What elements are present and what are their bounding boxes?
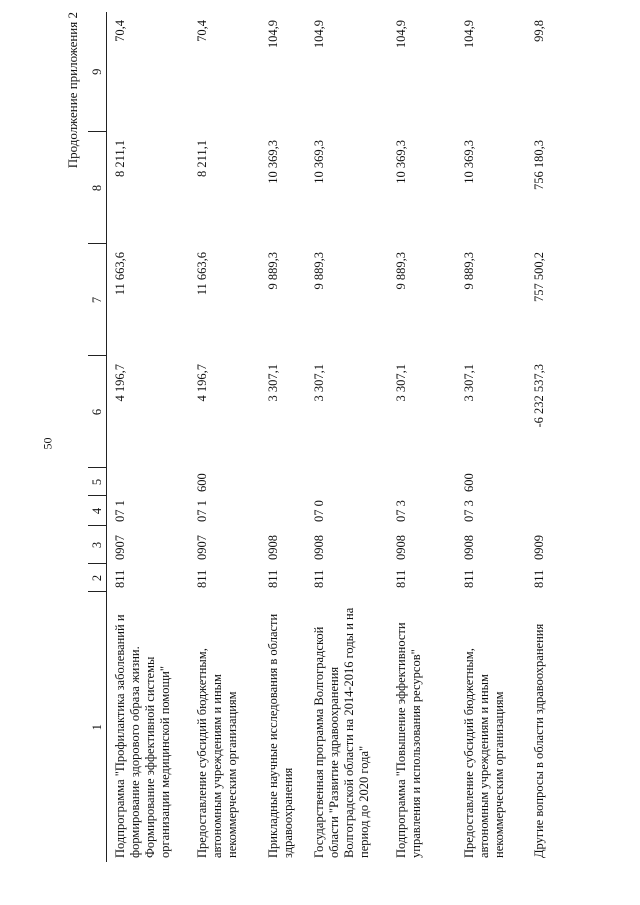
row-name: Другие вопросы в области здравоохранения xyxy=(531,623,546,858)
cell-col8: 8 211,1 xyxy=(194,140,209,178)
cell-col7: 11 663,6 xyxy=(113,252,127,296)
cell-expense-type xyxy=(260,468,306,496)
cell-section: 0907 xyxy=(194,535,209,560)
cell-program: 07 1 xyxy=(113,500,127,522)
cell-col7: 9 889,3 xyxy=(461,252,476,290)
cell-col7: 11 663,6 xyxy=(194,252,209,296)
cell-col8: 10 369,3 xyxy=(265,140,280,184)
cell-section: 0908 xyxy=(461,535,476,560)
cell-expense-type xyxy=(306,468,388,496)
cell-ministry: 811 xyxy=(311,569,326,588)
cell-section: 0907 xyxy=(113,535,127,560)
cell-col9: 104,9 xyxy=(265,20,280,49)
budget-table xyxy=(88,12,556,862)
cell-col6: 3 307,1 xyxy=(393,364,408,402)
column-header: 3 xyxy=(88,526,107,564)
cell-expense-type xyxy=(107,468,189,496)
cell-col9: 104,9 xyxy=(311,20,326,49)
page-number: 50 xyxy=(40,437,55,450)
cell-expense-type: 600 xyxy=(461,473,476,492)
cell-col9: 104,9 xyxy=(461,20,476,49)
cell-ministry: 811 xyxy=(113,569,127,588)
cell-program: 07 3 xyxy=(461,500,476,522)
cell-col6: 3 307,1 xyxy=(461,364,476,402)
column-header: 6 xyxy=(88,356,107,468)
cell-col6: 3 307,1 xyxy=(311,364,326,402)
table-row xyxy=(306,12,388,862)
cell-ministry: 811 xyxy=(194,569,209,588)
row-name: Подпрограмма "Повышение эффективности управления и использования ресурсов" xyxy=(393,622,423,858)
cell-section: 0908 xyxy=(311,535,326,560)
row-name: Государственная программа Волгоградской области "Развитие здравоохранения Волгоградской области на 2014-2016 годы и на период до 2020 года" xyxy=(311,607,371,858)
rotated-page xyxy=(60,12,580,862)
cell-program xyxy=(260,496,306,526)
table-row xyxy=(388,12,456,862)
row-name: Прикладные научные исследования в области здравоохранения xyxy=(265,613,295,858)
cell-col7: 757 500,2 xyxy=(531,252,546,302)
cell-col6: 3 307,1 xyxy=(265,364,280,402)
cell-program: 07 0 xyxy=(311,500,326,522)
table-row xyxy=(526,12,556,862)
row-name: Предоставление субсидий бюджетным, автономным учреждениям и иным некоммерческим организациям xyxy=(461,648,506,858)
column-number-row xyxy=(88,12,107,862)
row-name: Предоставление субсидий бюджетным, автономным учреждениям и иным некоммерческим организациям xyxy=(194,648,239,858)
cell-expense-type xyxy=(526,468,556,496)
cell-col8: 10 369,3 xyxy=(393,140,408,184)
cell-section: 0909 xyxy=(531,535,546,560)
cell-expense-type: 600 xyxy=(194,473,209,492)
column-header: 9 xyxy=(88,12,107,132)
column-header: 5 xyxy=(88,468,107,496)
cell-col9: 104,9 xyxy=(393,20,408,49)
cell-ministry: 811 xyxy=(461,569,476,588)
cell-col7: 9 889,3 xyxy=(311,252,326,290)
cell-col7: 9 889,3 xyxy=(393,252,408,290)
table-row xyxy=(456,12,526,862)
cell-expense-type xyxy=(388,468,456,496)
cell-col9: 70,4 xyxy=(113,20,127,42)
cell-col6: 4 196,7 xyxy=(113,364,127,402)
cell-col8: 8 211,1 xyxy=(113,140,127,178)
row-name: Подпрограмма "Профилактика заболеваний и формирование здорового образа жизни. Формирование эффективной системы организации медицинской помощи" xyxy=(113,614,172,858)
cell-col6: 4 196,7 xyxy=(194,364,209,402)
cell-program: 07 3 xyxy=(393,500,408,522)
cell-col9: 99,8 xyxy=(531,20,546,42)
cell-col8: 756 180,3 xyxy=(531,140,546,190)
page-subtitle: Продолжение приложения 2 xyxy=(65,12,80,169)
table-row xyxy=(107,12,189,862)
table-row xyxy=(260,12,306,862)
cell-program: 07 1 xyxy=(194,500,209,522)
column-header: 1 xyxy=(88,592,107,862)
cell-col9: 70,4 xyxy=(194,20,209,42)
column-header: 7 xyxy=(88,244,107,356)
cell-section: 0908 xyxy=(265,535,280,560)
cell-ministry: 811 xyxy=(531,569,546,588)
cell-col8: 10 369,3 xyxy=(311,140,326,184)
column-header: 2 xyxy=(88,564,107,592)
cell-program xyxy=(526,496,556,526)
cell-ministry: 811 xyxy=(393,569,408,588)
cell-col6: -6 232 537,3 xyxy=(531,364,546,428)
cell-col7: 9 889,3 xyxy=(265,252,280,290)
column-header: 4 xyxy=(88,496,107,526)
cell-section: 0908 xyxy=(393,535,408,560)
cell-ministry: 811 xyxy=(265,569,280,588)
cell-col8: 10 369,3 xyxy=(461,140,476,184)
table-row xyxy=(189,12,260,862)
column-header: 8 xyxy=(88,132,107,244)
